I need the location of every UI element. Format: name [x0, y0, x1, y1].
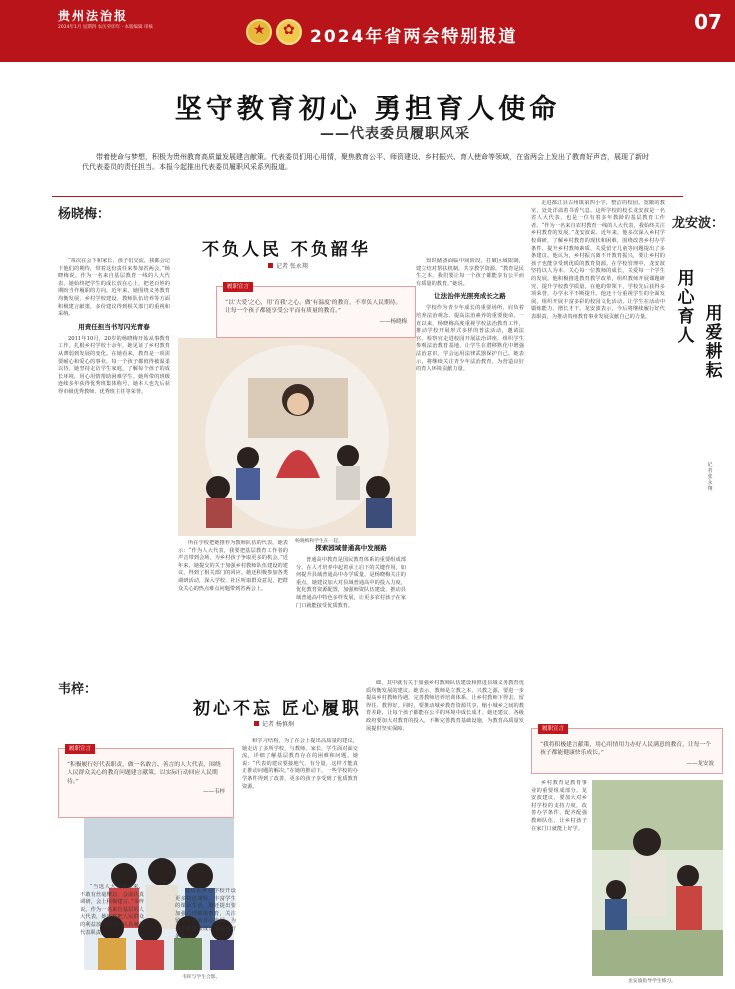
wei-column-4: [366, 680, 524, 974]
yang-col3-subheading: 让法治伴光照亮成长之路: [434, 292, 506, 301]
long-photo: [592, 780, 723, 976]
wei-section-title: 初心不忘 匠心履职: [193, 699, 362, 719]
headline-divider: [52, 196, 683, 197]
long-quote-tag: 履职宣言: [538, 724, 568, 734]
long-column-side: [531, 780, 587, 974]
page-number: 07: [694, 10, 722, 34]
yang-quote-box: [216, 286, 416, 338]
yang-column-3: [416, 258, 524, 670]
yang-column-2b: [296, 540, 406, 670]
yang-col2-body: 所在学校把她推荐为教师队伍的代表。她表示：“作为人大代表，我要把基层教育工作者的声音带到会场，为乡村孩子争取更多的机会。”近年来，她提交的关于加强乡村教师队伍建设的建议，得到了相关部门的回应。她还积极参加各类调研活动，深入学校、社区听取群众意见，把群众关心的热点难点问题带到省两会上。: [178, 540, 288, 592]
yang-column-1: [58, 258, 170, 536]
paper-meta: 2024年1月 星期四 农历癸卯年 · 本版编辑 审核: [58, 25, 153, 30]
page-headline: 坚守教育初心 勇担育人使命: [174, 94, 561, 125]
long-quote-box: [531, 728, 723, 774]
page-subhead: ——代表委员履职风采: [320, 126, 470, 142]
yang-photo: [178, 338, 416, 536]
yang-photo-caption: 杨晓梅和学生在一起。: [295, 539, 343, 544]
wei-quote-tag: 履职宣言: [65, 744, 95, 754]
yang-col2-subheading: 探索园域普通高中发展路: [315, 544, 387, 552]
wei-column-2: [175, 888, 236, 974]
yang-section-title: 不负人民 不负韶华: [202, 240, 371, 260]
wei-col4-body: 础，其中就有关于加强乡村教师队伍建设和推进县域义务教育优质均衡发展的建议。她表示，教师是立教之本、兴教之源，要进一步提高乡村教师待遇，完善教师培养培训体系，让乡村教师下得去、留得住、教得好。同时，要推动城乡教育资源共享，缩小城乡之间的教育差距，让每个孩子都能在公平的环境中成长成才。她还建议，各级政府要加大对教育的投入，不断完善教育基础设施，为教育高质量发展提供坚实保障。: [366, 680, 524, 732]
wei-quote-box: [58, 748, 234, 818]
long-byline: 记者 张永翔: [707, 462, 713, 492]
yang-col2-body2: 普通高中教育是国民教育体系的重要组成部分。在人才培养中起着承上启下的关键作用。如何提升县域普通高中办学质量，是杨晓梅关注的重点。她建议加大对县域普通高中的投入力度，优化教育资源配置，加强师资队伍建设，推动县域普通高中特色多样发展，让更多农村孩子在家门口就能接受优质教育。: [296, 557, 406, 609]
yang-column-2: [178, 540, 288, 670]
long-quote-signature: ——龙安波: [686, 760, 714, 767]
yang-col1-intro: “每次在会下和家长、孩子们交流，我都会记下他们的期待，带着这份责任来参加省两会。”杨晓梅说。作为一名来自基层教育一线的人大代表，她始终把学生的成长放在心上，把老百姓的期盼当作履职的方向。近年来，她围绕义务教育均衡发展、乡村学校建设、教师队伍培养等方面积极建言献策，多份建议得到相关部门的重视和采纳。: [58, 258, 170, 318]
masthead: [0, 0, 735, 62]
wei-quote-signature: ——韦梓: [202, 789, 225, 796]
yang-quote-signature: ——杨晓梅: [379, 318, 407, 325]
page-intro: 带着使命与梦想，积极为贵州教育高质量发展建言献策。代表委员们用心用情，聚焦教育公平、师资建设、乡村振兴、育人使命等领域，在省两会上发出了教育好声音，展现了新时代代表委员的责任担当。本报今起推出代表委员履职风采系列报道。: [82, 153, 649, 171]
yang-col1-subheading: 用责任担当书写闪光青春: [78, 322, 150, 331]
long-col-body2: 乡村教育是教育事业的重要组成部分。龙安波建议，要加大对乡村学校的支持力度，改善办学条件，配齐配强教师队伍，让乡村孩子在家门口就能上好学。: [531, 780, 587, 832]
long-quote-text: “我将积极建言献策，用心用情用力办好人民满意的教育，让每一个孩子都能健康快乐成长。”: [540, 742, 712, 757]
long-title-line2: 用爱耕耘: [705, 304, 723, 381]
long-title-line1: 用心育人: [677, 269, 695, 346]
long-photo-caption: 龙安波指导学生练习。: [628, 979, 676, 984]
wei-col1-body: “当选人大代表以来，不敢有丝毫懈怠，会前认真调研，会上积极建言。”韦梓说。作为一名来自基层的人大代表，她始终把人民群众的利益放在首位，认真履行代表职责。: [80, 884, 144, 936]
wei-col2-body: 建议在乡村学校开设更多特色课程，丰富学生的课余生活。她还提出要加强心理健康教育，关注留守儿童的身心发展，为孩子们健康成长创造良好条件。: [175, 888, 236, 940]
yang-col3-body2: 学校作为青少年成长的重要场所，肩负着培养法治观念、提高法治素养的重要使命。一直以来，杨晓梅高度重视学校法治教育工作，推动学校开展形式多样的普法活动，邀请法官、检察官走进校园开展法治讲座，组织学生参观法治教育基地，让学生在潜移默化中增强法治意识，学会运用法律武器保护自己。她表示，将继续关注青少年法治教育，为营造良好的育人环境贡献力量。: [416, 305, 524, 373]
yang-name-tag: 杨晓梅：: [58, 207, 111, 222]
wei-column-3: [242, 738, 358, 974]
long-column-main: [531, 200, 665, 880]
wei-column-1: [80, 884, 144, 974]
paper-name: 贵州法治报: [58, 9, 129, 23]
cppcc-emblem-icon: [276, 19, 302, 45]
yang-quote-tag: 履职宣言: [223, 282, 253, 292]
yang-byline: 记者 张永翔: [268, 261, 308, 270]
yang-quote-text: “以‘大爱’之心，用‘育我’之心，做‘有温度’的教育，不辜负人民期待。让每一个孩子都能享受公平而有质量的教育。”: [225, 300, 402, 315]
yang-col3-body: 知识储备面临中间阶段，打破区域限制，建立结对帮扶机制，共享教学资源。“教育是民生之本，我们要让每一个孩子都能享有公平而有质量的教育。”她说。: [416, 258, 524, 287]
band-title: 2024年省两会特别报道: [310, 27, 518, 47]
long-name-tag: 龙安波：: [672, 216, 725, 231]
wei-photo-caption: 韦梓与学生合影。: [182, 975, 221, 980]
wei-name-tag: 韦梓：: [58, 682, 98, 697]
national-emblem-icon: [246, 19, 272, 45]
long-col-body: 走进都江县古州镇第四小学，整洁的校园、宽敞的教室，处处洋溢着书香气息。这所学校的校长龙安波是一名省人大代表，也是一位有着多年教龄的基层教育工作者。“作为一名来自农村教育一线的人大代表，我始终关注乡村教育的发展。”龙安波说。近年来，他多次深入乡村学校调研，了解乡村教育的现状和困难，围绕改善乡村办学条件、提升乡村教师素质、关爱留守儿童等问题提出了多条建议。他认为，乡村振兴离不开教育振兴，要让乡村的孩子也能享受到优质的教育资源。在学校管理中，龙安波坚持以人为本，关心每一位教师的成长，关爱每一个学生的发展。他积极推进教育教学改革，组织教师开展课题研究，提升学校教学质量。在他的带领下，学校先后获得多项荣誉，办学水平不断提升。他还十分重视学生的全面发展，组织开展丰富多彩的校园文化活动，让学生在活动中锻炼能力、增长才干。龙安波表示，今后将继续履行好代表职责，为推动贵州教育事业发展贡献自己的力量。: [531, 200, 665, 320]
wei-quote-text: “积极履行好代表职责，做一名敢言、善言的人大代表，围绕人民群众关心的教育问题建言献策，以实际行动回应人民期待。”: [67, 762, 221, 785]
wei-col3-body: 和学习结构，为了在会上提出高质量的建议，她走访了多所学校，与教师、家长、学生面对面交流，详细了解基层教育存在的困难和问题。她说：“代表的建议要接地气、有分量，这样才能真正推动问题的解决。”在她的推动下，一些学校的办学条件得到了改善，更多的孩子享受到了优质教育资源。: [242, 738, 358, 790]
wei-byline: 记者 杨慎炯: [254, 719, 294, 728]
yang-col1-body: 2011年10月，20岁的杨晓梅开始从事教育工作。扎根乡村学校十余年，她见证了乡村教育从薄弱到发展的变化。在她看来，教育是一项需要耐心和爱心的事业，每一个孩子都值得被温柔以待。她坚持走访学生家庭，了解每个孩子的成长环境，用心用情帮助困难学生。她所带的班级连续多年获得优秀班集体称号，她本人也先后获得市级优秀教师、优秀班主任等荣誉。: [58, 335, 170, 395]
